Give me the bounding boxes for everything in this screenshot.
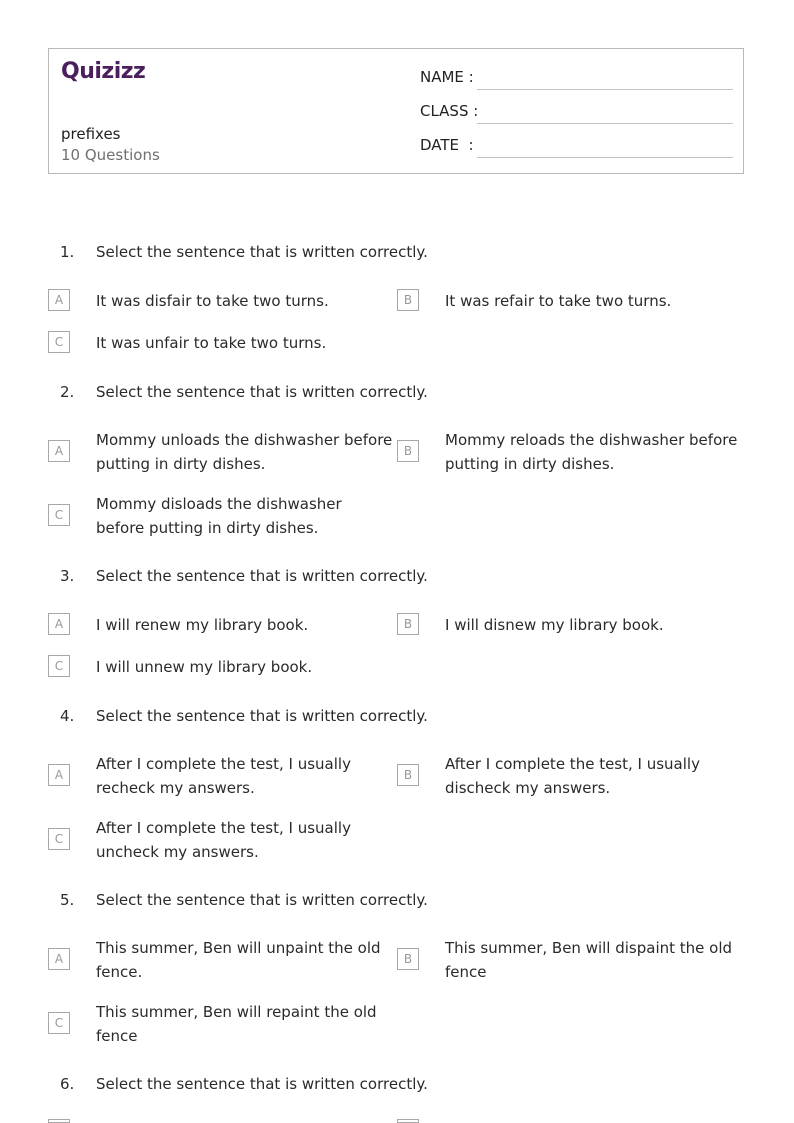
option-text: I will unnew my library book.: [96, 658, 313, 676]
date-line[interactable]: [477, 157, 733, 158]
class-label: CLASS :: [420, 102, 479, 120]
question-prompt: Select the sentence that is written correctly.: [96, 243, 428, 261]
question-number: 5.: [60, 891, 75, 909]
question-prompt: Select the sentence that is written correctly.: [96, 1075, 428, 1093]
question-prompt: Select the sentence that is written correctly.: [96, 891, 428, 909]
name-label: NAME :: [420, 68, 474, 86]
option-letter-box[interactable]: C: [48, 504, 70, 526]
option-letter-box[interactable]: B: [397, 289, 419, 311]
option-text: After I complete the test, I usually uncheck my answers.: [96, 819, 351, 861]
option-text: Mommy unloads the dishwasher before putting in dirty dishes.: [96, 431, 393, 473]
question-prompt: Select the sentence that is written correctly.: [96, 567, 428, 585]
question-count: 10 Questions: [61, 146, 160, 164]
worksheet-header: [48, 48, 744, 174]
question-number: 6.: [60, 1075, 75, 1093]
option-text: After I complete the test, I usually recheck my answers.: [96, 755, 351, 797]
question-number: 1.: [60, 243, 75, 261]
option-letter-box[interactable]: A: [48, 289, 70, 311]
option-letter-box[interactable]: B: [397, 613, 419, 635]
question-number: 4.: [60, 707, 75, 725]
date-label: DATE :: [420, 136, 474, 154]
option-text: I will renew my library book.: [96, 616, 309, 634]
option-letter-box[interactable]: C: [48, 331, 70, 353]
quizizz-logo: Quizizz: [61, 59, 146, 84]
option-letter-box-partial[interactable]: [397, 1119, 419, 1123]
question-prompt: Select the sentence that is written correctly.: [96, 383, 428, 401]
option-text: It was unfair to take two turns.: [96, 334, 327, 352]
option-text: Mommy disloads the dishwasher before putting in dirty dishes.: [96, 495, 342, 537]
option-text: This summer, Ben will repaint the old fence: [96, 1003, 377, 1045]
option-letter-box[interactable]: A: [48, 764, 70, 786]
option-letter-box[interactable]: A: [48, 613, 70, 635]
option-letter-box[interactable]: A: [48, 948, 70, 970]
option-letter-box[interactable]: B: [397, 440, 419, 462]
option-text: It was disfair to take two turns.: [96, 292, 329, 310]
option-letter-box[interactable]: C: [48, 828, 70, 850]
option-text: After I complete the test, I usually discheck my answers.: [445, 755, 700, 797]
option-text: Mommy reloads the dishwasher before putting in dirty dishes.: [445, 431, 738, 473]
option-letter-box-partial[interactable]: [48, 1119, 70, 1123]
option-letter-box[interactable]: C: [48, 655, 70, 677]
question-number: 2.: [60, 383, 75, 401]
worksheet-title: prefixes: [61, 125, 121, 143]
option-text: This summer, Ben will unpaint the old fence.: [96, 939, 381, 981]
option-text: This summer, Ben will dispaint the old fence: [445, 939, 733, 981]
question-number: 3.: [60, 567, 75, 585]
option-letter-box[interactable]: B: [397, 948, 419, 970]
question-prompt: Select the sentence that is written correctly.: [96, 707, 428, 725]
option-letter-box[interactable]: A: [48, 440, 70, 462]
option-text: I will disnew my library book.: [445, 616, 664, 634]
class-line[interactable]: [477, 123, 733, 124]
option-letter-box[interactable]: B: [397, 764, 419, 786]
option-letter-box[interactable]: C: [48, 1012, 70, 1034]
option-text: It was refair to take two turns.: [445, 292, 672, 310]
name-line[interactable]: [477, 89, 733, 90]
